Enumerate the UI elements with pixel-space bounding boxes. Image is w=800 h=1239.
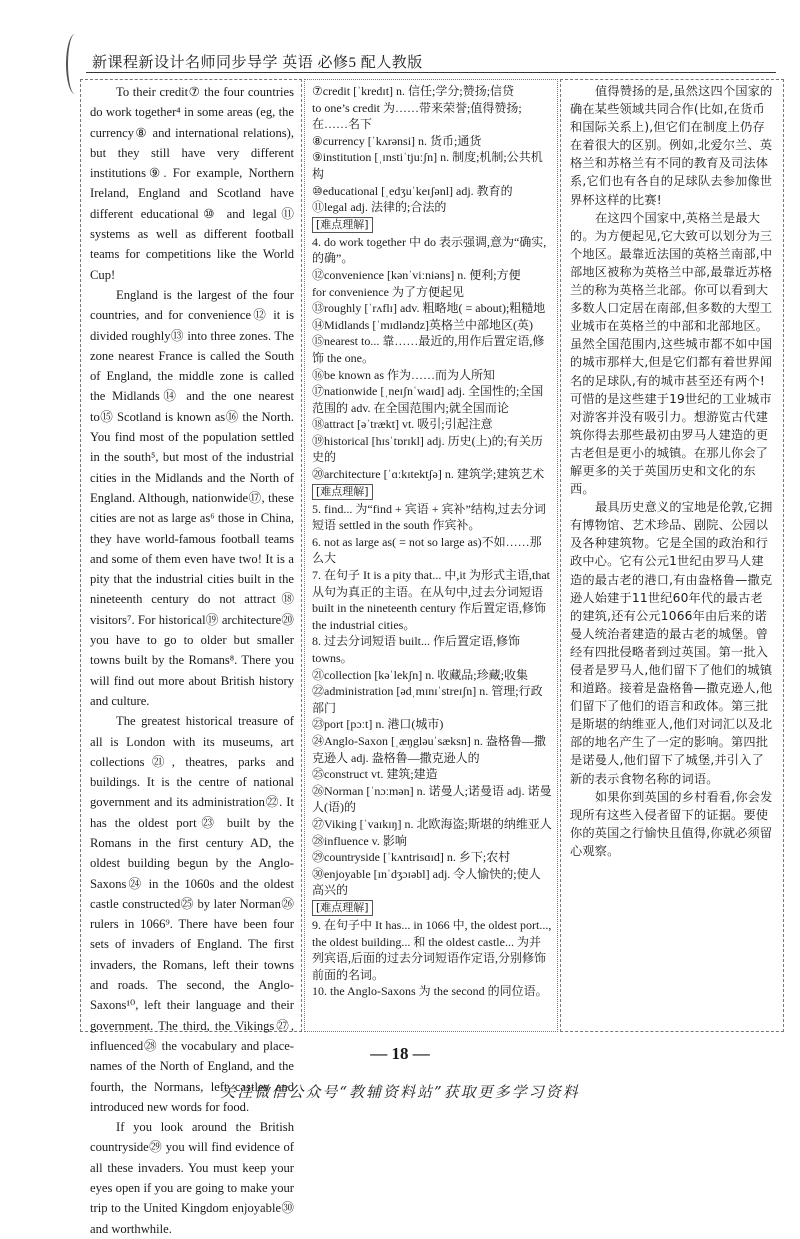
glossary-line: ⑰nationwide [ˌneɪʃnˈwaɪd] adj. 全国性的;全国范围的 adv. 在全国范围内;就全国而论 [312, 384, 544, 415]
glossary-line: ⑩educational [ˌedʒuˈkeɪʃənl] adj. 教育的 [312, 183, 513, 198]
chinese-translation-column [560, 79, 784, 1032]
chinese-paragraph-1: 值得赞扬的是,虽然这四个国家的确在某些领域共同合作(比如,在货币和国际关系上),但它们在制度上仍存在着很大的区别。例如,北爱尔兰、英格兰和苏格兰有不同的教育及司法体系,它们也有各自的足球队去参加像世界杯这样的比赛! [570, 84, 773, 207]
glossary-line: ⑲historical [hɪsˈtɒrɪkl] adj. 历史(上)的;有关历史的 [312, 433, 543, 465]
chinese-paragraph-2: 在这四个国家中,英格兰是最大的。为方便起见,它大致可以划分为三个地区。最靠近法国的英格兰南部,中部地区被称为英格兰中部,最靠近苏格兰的称为英格兰北部。你可以看到大多数人口定居在南部,但多数的大型工业城市在英格兰的中部和北部地区。虽然全国范围内,这些城市都不如中国的城市那样大,但是它们都有着世界闻名的足球队,有的城市甚至还有两个!可惜的是这些建于19世纪的工业城市对游客并没有吸引力。想游览古代建筑你得去那些最初由罗马人建造的更古老但是更小的城镇。在那儿你会了解更多的关于英国历史和文化的东西。 [570, 210, 773, 497]
glossary-line: ㉔Anglo-Saxon [ˌæŋgləuˈsæksn] n. 盎格鲁—撒克逊人 adj. 盎格鲁—撒克逊人的 [312, 733, 546, 765]
glossary-line: for convenience 为了方便起见 [312, 284, 464, 299]
glossary-line: ㉕construct vt. 建筑;建造 [312, 767, 438, 782]
footer-note: 关注微信公众号“教辅资料站”获取更多学习资料 [220, 1083, 580, 1101]
english-paragraph-4: If you look around the British countryside㉙ you will find evidence of all these invaders. You must keep your eyes open if you are going to make your trip to the United Kingdom enjoyable㉚ and worthwhile. [90, 1120, 294, 1236]
glossary-line: ⑭Midlands [ˈmɪdləndz]英格兰中部地区(英) [312, 317, 533, 332]
glossary-line: ㉚enjoyable [ɪnˈdʒɔɪəbl] adj. 令人愉快的;使人高兴的 [312, 866, 541, 898]
glossary-line: 6. not as large as( = not so large as)不如……那么大 [312, 534, 542, 566]
glossary-line: 8. 过去分词短语 built... 作后置定语,修饰 towns。 [312, 634, 521, 665]
section-label: [难点理解] [312, 900, 373, 916]
chinese-paragraph-4: 如果你到英国的乡村看看,你会发现所有这些入侵者留下的证据。要使你的英国之行愉快且值得,你就必须留心观察。 [570, 789, 773, 858]
glossary-line: ⑪legal adj. 法律的;合法的 [312, 200, 447, 215]
glossary-line: ⑳architecture [ˈɑːkɪtektʃə] n. 建筑学;建筑艺术 [312, 467, 545, 482]
glossary-line: 4. do work together 中 do 表示强调,意为“确实,的确”。 [312, 234, 547, 266]
english-text-column [80, 79, 302, 1236]
page-header [86, 50, 776, 73]
english-paragraph-2: England is the largest of the four countries, and for convenience⑫ it is divided roughly⑬ into three zones. The zone nearest France is called the South of England, the middle zone is called the Midlands⑭ and the one nearest to⑮ Scotland is known as⑯ the North. You find most of the population settled in the south⁵, but most of the industrial cities in the Midlands and the North of England. Although, nationwide⑰, these cities are not as large as⁶ those in China, they have world-famous football teams and some of them even have two! It is a pity that the industrial cities built in the nineteenth century do not attract⑱ visitors⁷. For historical⑲ architecture⑳ you have to go to older but smaller towns built by the Romans⁸. There you will find out more about British history and culture. [90, 287, 294, 708]
chinese-paragraph-3: 最具历史意义的宝地是伦敦,它拥有博物馆、艺术珍品、剧院、公园以及各种建筑物。它是全国的政治和行政中心。它有公元1世纪由罗马人建造的最古老的港口,有由盎格鲁—撒克逊人始建于11世纪60年代的最古老的建筑,还有公元1066年由后来的诺曼人统治者建造的最古老的城堡。曾经有四批侵略者到过英国。第一批入侵者是罗马人,他们留下了他们的城镇和道路。接着是盎格鲁—撒克逊人,他们留下了他们的语言和政体。第三批是斯堪的纳维亚人,他们对词汇以及北部的地名产生了一定的影响。第四批是诺曼人,他们留下了城堡,并引入了新的表示食物名称的词语。 [570, 500, 773, 786]
glossary-line: ⑯be known as 作为……而为人所知 [312, 367, 495, 382]
glossary-line: 9. 在句子中 It has... in 1066 中, the oldest port..., the oldest building... 和 the oldest castle... 为并列宾语,后面的过去分词短语作定语,分别修饰前面的名词。 [312, 917, 552, 982]
glossary-line: ㉙countryside [ˈkʌntrisɑɪd] n. 乡下;农村 [312, 850, 511, 865]
glossary-line: ㉓port [pɔːt] n. 港口(城市) [312, 717, 444, 732]
glossary-line: ⑬roughly [ˈrʌflɪ] adv. 粗略地( = about);粗糙地 [312, 301, 546, 316]
english-paragraph-3: The greatest historical treasure of all is London with its museums, art collections㉑, theatres, parks and buildings. It is the centre of national government and its administration㉒. It has the oldest port㉓ built by the Romans in the first century AD, the oldest building begun by the Anglo-Saxons㉔ in the 1060s and the oldest castle constructed㉕ by later Norman㉖ rulers in 1066⁹. There have been four sets of invaders of England. The first invaders, the Romans, left their towns and roads. The second, the Anglo-Saxons¹⁰, left their language and their government. The third, the Vikings㉗, influenced㉘ the vocabulary and place-names of the North of England, and the fourth, the Normans, left castles and introduced new words for food. [90, 714, 294, 1114]
glossary-column [304, 79, 558, 1032]
glossary-line: 10. the Anglo-Saxons 为 the second 的同位语。 [312, 984, 548, 999]
glossary-line: ⑫convenience [kənˈviːniəns] n. 便利;方便 [312, 267, 521, 282]
glossary-line: to one’s credit 为……带来荣誉;值得赞扬;在……名下 [312, 100, 522, 132]
glossary-line: ⑨institution [ˌɪnstiˈtjuːʃn] n. 制度;机制;公共机构 [312, 150, 543, 181]
glossary-line: ㉗Viking [ˈvaɪkɪŋ] n. 北欧海盗;斯堪的纳维亚人 [312, 816, 552, 831]
glossary-line: 7. 在句子 It is a pity that... 中,it 为形式主语,that 从句为真正的主语。在从句中,过去分词短语 built in the nineteenth century 作后置定语,修饰 the industrial cities。 [312, 568, 550, 632]
glossary-line: ㉘influence v. 影响 [312, 833, 407, 848]
english-paragraph-1: To their credit⑦ the four countries do work together⁴ in some areas (eg, the currency⑧ and international relations), but they still have very different institutions⑨. For example, Northern Ireland, England and Scotland have different educational⑩ and legal⑪ systems as well as different football teams for competitions like the World Cup! [90, 85, 294, 282]
glossary-line: ⑦credit [ˈkredɪt] n. 信任;学分;赞扬;信贷 [312, 84, 515, 98]
glossary-line: ⑱attract [əˈtrækt] vt. 吸引;引起注意 [312, 417, 493, 432]
glossary-line: ⑮nearest to... 靠……最近的,用作后置定语,修饰 the one。 [312, 334, 545, 365]
page-number: — 18 — [370, 1044, 430, 1063]
section-label: [难点理解] [312, 217, 373, 233]
glossary-line: ⑧currency [ˈkʌrənsi] n. 货币;通货 [312, 133, 482, 148]
glossary-line: ㉒administration [ədˌmɪnɪˈstreɪʃn] n. 管理;行政部门 [312, 684, 543, 715]
glossary-line: ㉑collection [kəˈlekʃn] n. 收藏品;珍藏;收集 [312, 667, 528, 682]
header-title: 新课程新设计名师同步导学 英语 必修5 配人教版 [92, 55, 423, 71]
section-label: [难点理解] [312, 484, 373, 500]
glossary-line: ㉖Norman [ˈnɔːmən] n. 诺曼人;诺曼语 adj. 诺曼人(语)的 [312, 783, 552, 815]
glossary-line: 5. find... 为“find + 宾语 + 宾补”结构,过去分词短语 settled in the south 作宾补。 [312, 501, 546, 533]
